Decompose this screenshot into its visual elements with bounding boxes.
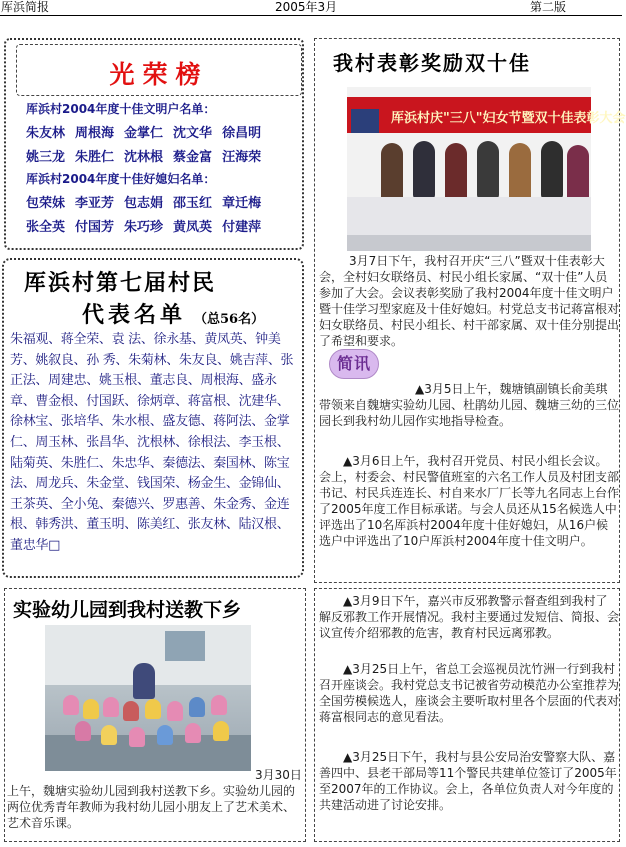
- reps-title-line-1: 厍浜村第七届村民: [24, 270, 217, 296]
- news-paragraph-2: ▲3月25日上午，省总工会巡视员沈竹洲一行到我村召开座谈会。我村党总支书记被省劳动模范办公室推荐为全国劳模候选人，座谈会主要听取村里各个层面的代表对蒋富根同志的意见看法。: [319, 662, 620, 724]
- reps-count: （总56名）: [194, 312, 265, 327]
- reps-names-list: 朱福观、蒋全荣、袁 法、徐永基、黄凤英、钟美芳、姚叙良、孙 秀、朱菊林、朱友良、姚吉萍、张正法、周建忠、姚玉根、董志良、周根海、盛永章、曹金根、付国跃、徐炳章、蒋富根、沈建华、徐林宝、张培华、朱水根、盛友德、蒋阿法、金掌仁、周玉林、张昌华、沈根林、徐根法、李玉根、陆菊英、朱胜仁、朱忠华、秦德法、秦国林、陈宝法、周龙兵、朱金堂、钱国荣、杨金生、金锦仙、王茶英、全小兔、秦德兴、罗惠善、朱金秀、金连根、韩秀洪、董玉明、陈美红、张友林、陆汉根、董忠华□: [10, 332, 294, 553]
- civil-names-row-2: [26, 146, 271, 165]
- civil-name: 蔡金富: [173, 150, 213, 165]
- wife-name: 包志娟: [124, 196, 164, 211]
- wife-name: 付国芳: [75, 220, 115, 235]
- wife-name: 包荣妹: [26, 196, 66, 211]
- awards-paragraph-1: 3月7日下午，我村召开庆“三八”暨双十佳表彰大会，全村妇女联络员、村民小组长家属、“双十佳”人员参加了大会。会议表彰奖励了我村2004年度十佳文明户暨十佳学习型家庭及十佳好媳妇。村党总支书记蒋富根对妇女联络员、村民小组长、村干部家属、双十佳分别提出了希望和要求。: [319, 254, 620, 348]
- news-brief-badge: 简讯: [329, 349, 379, 379]
- kindergarten-text: 3月30日上午，魏塘实验幼儿园到我村送教下乡。实验幼儿园的两位优秀青年教师为我村幼儿园小朋友上了艺术美术、艺术音乐课。: [7, 768, 302, 830]
- civil-name: 汪海荣: [222, 150, 262, 165]
- wife-name: 朱巧珍: [124, 220, 164, 235]
- awards-paragraph-3: ▲3月6日上午，我村召开党员、村民小组长会议。会上，村委会、村民警值班室的六名工作人员及村团支部书记、村民兵连连长、村自来水厂厂长等九名同志上台作了2005年度工作目标承诺。与会人员还从15名候选人中评选出了10名厍浜村2004年度十佳好媳妇，从16户候选户中评选出了10户厍浜村2004年度十佳文明户。: [319, 454, 620, 548]
- civil-name: 朱胜仁: [75, 150, 115, 165]
- kindergarten-photo: [45, 625, 251, 771]
- good-wife-heading: 厍浜村2004年度十佳好媳妇名单：: [26, 172, 216, 186]
- representatives-section: [2, 258, 304, 578]
- civil-name: 周根海: [75, 126, 115, 141]
- news-paragraph-3: ▲3月25日下午，我村与县公安局治安警察大队、嘉善四中、县老干部局等11个警民共建单位签订了2005年至2007年的工作协议。会上，各单位负责人对今年度的共建活动进了讨论安排。: [319, 750, 617, 812]
- civil-name: 沈文华: [173, 126, 213, 141]
- wife-name: 李亚芳: [75, 196, 115, 211]
- page-number: 第二版: [530, 0, 567, 14]
- wife-name: 黄凤英: [173, 220, 213, 235]
- civil-household-heading: 厍浜村2004年度十佳文明户名单：: [26, 102, 216, 116]
- civil-name: 朱友林: [26, 126, 66, 141]
- news-paragraph-1: ▲3月9日下午，嘉兴市反邪教警示督查组到我村了解反邪教工作开展情况。我村主要通过发短信、简报、会议宣传介绍邪教的危害，教育村民远离邪教。: [319, 594, 620, 640]
- civil-name: 徐昌明: [222, 126, 262, 141]
- wife-name: 邵玉红: [173, 196, 213, 211]
- wife-name: 张全英: [26, 220, 66, 235]
- kindergarten-title: 实验幼儿园到我村送教下乡: [13, 599, 242, 621]
- civil-name: 姚三龙: [26, 150, 66, 165]
- wife-names-row-2: [26, 216, 271, 235]
- issue-date: 2005年3月: [275, 0, 338, 14]
- honor-title: 光荣榜: [109, 60, 209, 89]
- civil-name: 沈林根: [124, 150, 164, 165]
- reps-title-line-2: 代表名单: [82, 302, 187, 328]
- news-briefs-section: [314, 588, 620, 842]
- awards-title: 我村表彰奖励双十佳: [333, 51, 531, 75]
- honor-title-frame: [16, 44, 302, 96]
- awards-paragraph-2: ▲3月5日上午，魏塘镇副镇长俞美琪带领来自魏塘实验幼儿园、杜鹃幼儿园、魏塘三幼的三位园长到我村幼儿园作实地指导检查。: [319, 382, 620, 428]
- awards-ceremony-photo: [347, 87, 626, 251]
- kindergarten-article: [4, 588, 306, 842]
- wife-name: 章迁梅: [222, 196, 262, 211]
- awards-article: [314, 38, 626, 583]
- newsletter-name: 厍浜简报: [1, 0, 50, 14]
- photo-banner-text: 厍浜村庆"三八"妇女节暨双十佳表彰大会: [391, 111, 626, 126]
- civil-names-row-1: [26, 122, 271, 141]
- civil-name: 金掌仁: [124, 126, 164, 141]
- page-header: [0, 0, 622, 16]
- honor-roll-section: [4, 38, 304, 250]
- wife-names-row-1: [26, 192, 271, 211]
- wife-name: 付建萍: [222, 220, 262, 235]
